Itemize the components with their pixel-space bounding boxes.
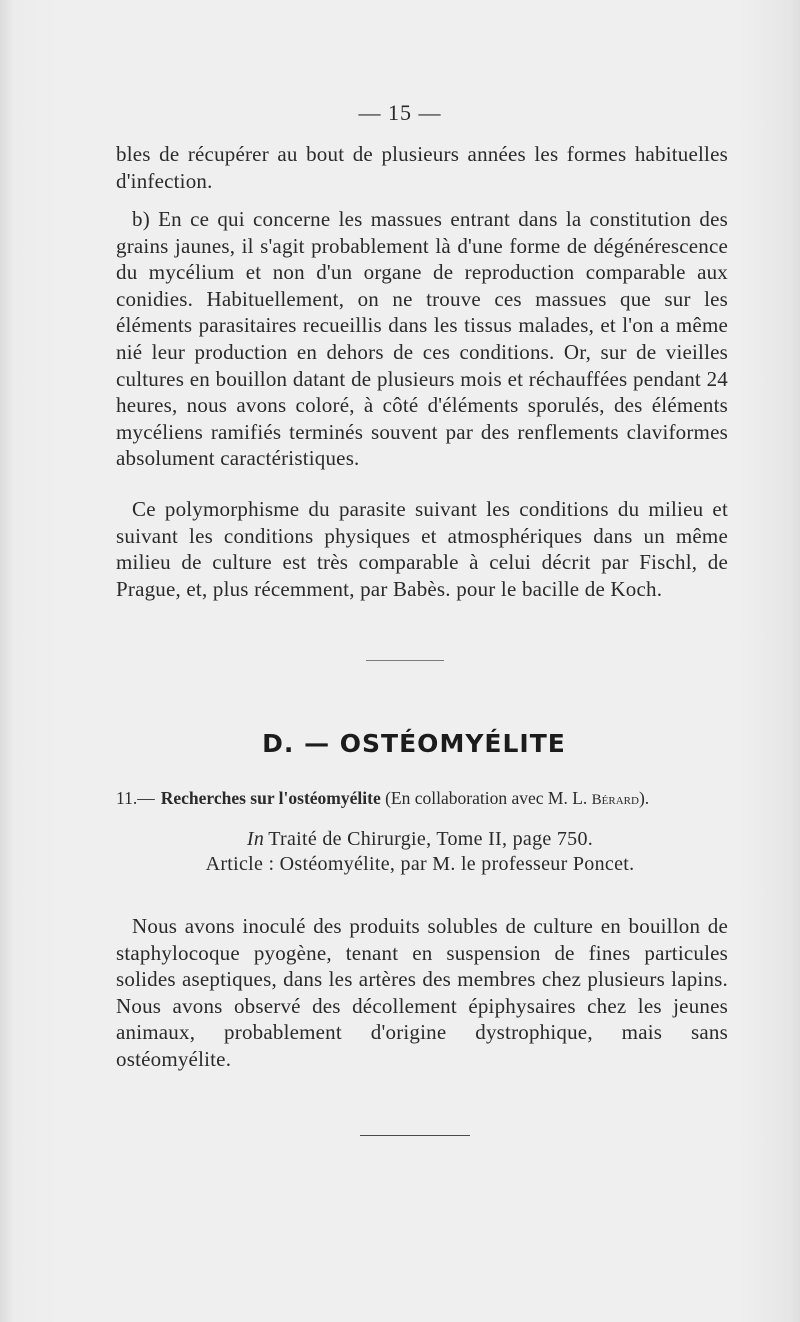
entry-number: 11.—: [116, 788, 155, 808]
paragraph-continuation: bles de récupérer au bout de plusieurs années les formes habituelles d'infection.: [116, 142, 728, 193]
entry-collaboration: [385, 788, 649, 808]
collab-suffix: ).: [638, 788, 650, 808]
divider-rule: [366, 660, 444, 661]
page-number: — 15 —: [358, 100, 442, 125]
paragraph-b: b) En ce qui concerne les massues entrant dans la constitution des grains jaunes, il s'agit probablement là d'une forme de dégénérescence du mycélium et non d'un organe de reproduction comparable aux conidies. Habituellement, on ne trouve ces massues que sur les éléments parasitaires recueillis dans les tissus malades, et l'on a même nié leur production en dehors de ces conditions. Or, sur de vieilles cultures en bouillon datant de plusieurs mois et réchauffées pendant 24 heures, nous avons coloré, à côté d'éléments sporulés, des éléments mycéliens ramifiés terminés souvent par des renflements claviformes absolument caractéristiques.: [116, 207, 728, 471]
collab-name: Bérard: [591, 792, 639, 808]
reference-line-2: Article : Ostéomyélite, par M. le professeur Poncet.: [205, 853, 635, 875]
paragraph-inoculation: Nous avons inoculé des produits solubles de culture en bouillon de staphylocoque pyogène, tenant en suspension de fines particules solides aseptiques, dans les artères des membres chez plusieurs lapins. Nous avons observé des décollement épiphysaires chez les jeunes animaux, probablement d'origine dystrophique, mais sans ostéomyélite.: [116, 914, 728, 1071]
reference-line-1: [20, 828, 800, 851]
paragraph-polymorphism: Ce polymorphisme du parasite suivant les conditions du milieu et suivant les conditions physiques et atmosphériques dans un même milieu de culture est très comparable à celui décrit par Fischl, de Prague, et, plus récemment, par Babès. pour le bacille de Koch.: [116, 497, 728, 601]
collab-prefix: (En collaboration avec M. L.: [385, 788, 588, 808]
end-rule: [360, 1135, 470, 1136]
entry-title: Recherches sur l'ostéomyélite: [160, 788, 381, 808]
section-title: D. — OSTÉOMYÉLITE: [262, 729, 566, 758]
reference-source: Traité de Chirurgie, Tome II, page 750.: [268, 828, 594, 850]
publication-entry: [116, 788, 746, 809]
reference-in: In: [246, 828, 265, 850]
